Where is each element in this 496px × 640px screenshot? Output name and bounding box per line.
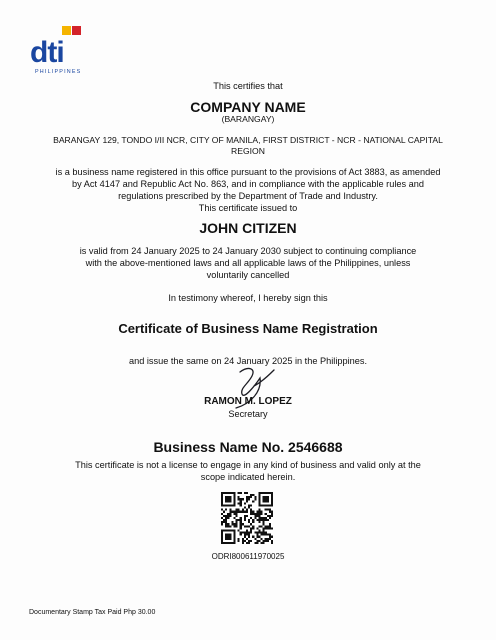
disclaimer-line-1: This certificate is not a license to engage in any kind of business and valid only at the — [75, 460, 421, 470]
address-line-2: REGION — [231, 146, 265, 156]
company-subtitle: (BARANGAY) — [221, 114, 275, 124]
company-name: COMPANY NAME — [190, 99, 306, 115]
signatory-title: Secretary — [228, 409, 268, 419]
registration-line-2: by Act 4147 and Republic Act No. 863, and in compliance with the applicable rules and — [72, 179, 424, 189]
issue-line: and issue the same on 24 January 2025 in the Philippines. — [128, 356, 367, 366]
certifies-line: This certifies that — [213, 81, 283, 91]
logo-brand-text: dti — [30, 36, 64, 69]
dti-logo-icon — [28, 24, 88, 76]
validity-line-2: with the above-mentioned laws and all applicable laws of the Philippines, unless — [85, 258, 411, 268]
validity-line-1: is valid from 24 January 2025 to 24 January 2030 subject to continuing compliance — [79, 246, 417, 256]
validity-line-3: voluntarily cancelled — [206, 270, 290, 280]
disclaimer-line-2: scope indicated herein. — [200, 472, 296, 482]
testimony-line: In testimony whereof, I hereby sign this — [168, 293, 328, 303]
business-name-number: Business Name No. 2546688 — [153, 439, 343, 455]
registration-line-3: regulations prescribed by the Department of Trade and Industry. — [118, 191, 378, 201]
holder-name: JOHN CITIZEN — [199, 220, 297, 236]
logo-country-text: PHILIPPINES — [35, 69, 82, 75]
address-line-1: BARANGAY 129, TONDO I/II NCR, CITY OF MANILA, FIRST DISTRICT - NCR - NATIONAL CAPITAL — [53, 135, 443, 145]
qr-code-icon — [221, 492, 273, 544]
documentary-stamp-text: Documentary Stamp Tax Paid Php 30.00 — [29, 609, 156, 616]
registration-line-1: is a business name registered in this office pursuant to the provisions of Act 3883, as amended — [55, 167, 441, 177]
certificate-title: Certificate of Business Name Registration — [118, 321, 378, 336]
issued-to-line: This certificate issued to — [198, 203, 298, 213]
qr-code-text: ODRI800611970025 — [211, 552, 285, 561]
signatory-name: RAMON M. LOPEZ — [204, 396, 292, 407]
